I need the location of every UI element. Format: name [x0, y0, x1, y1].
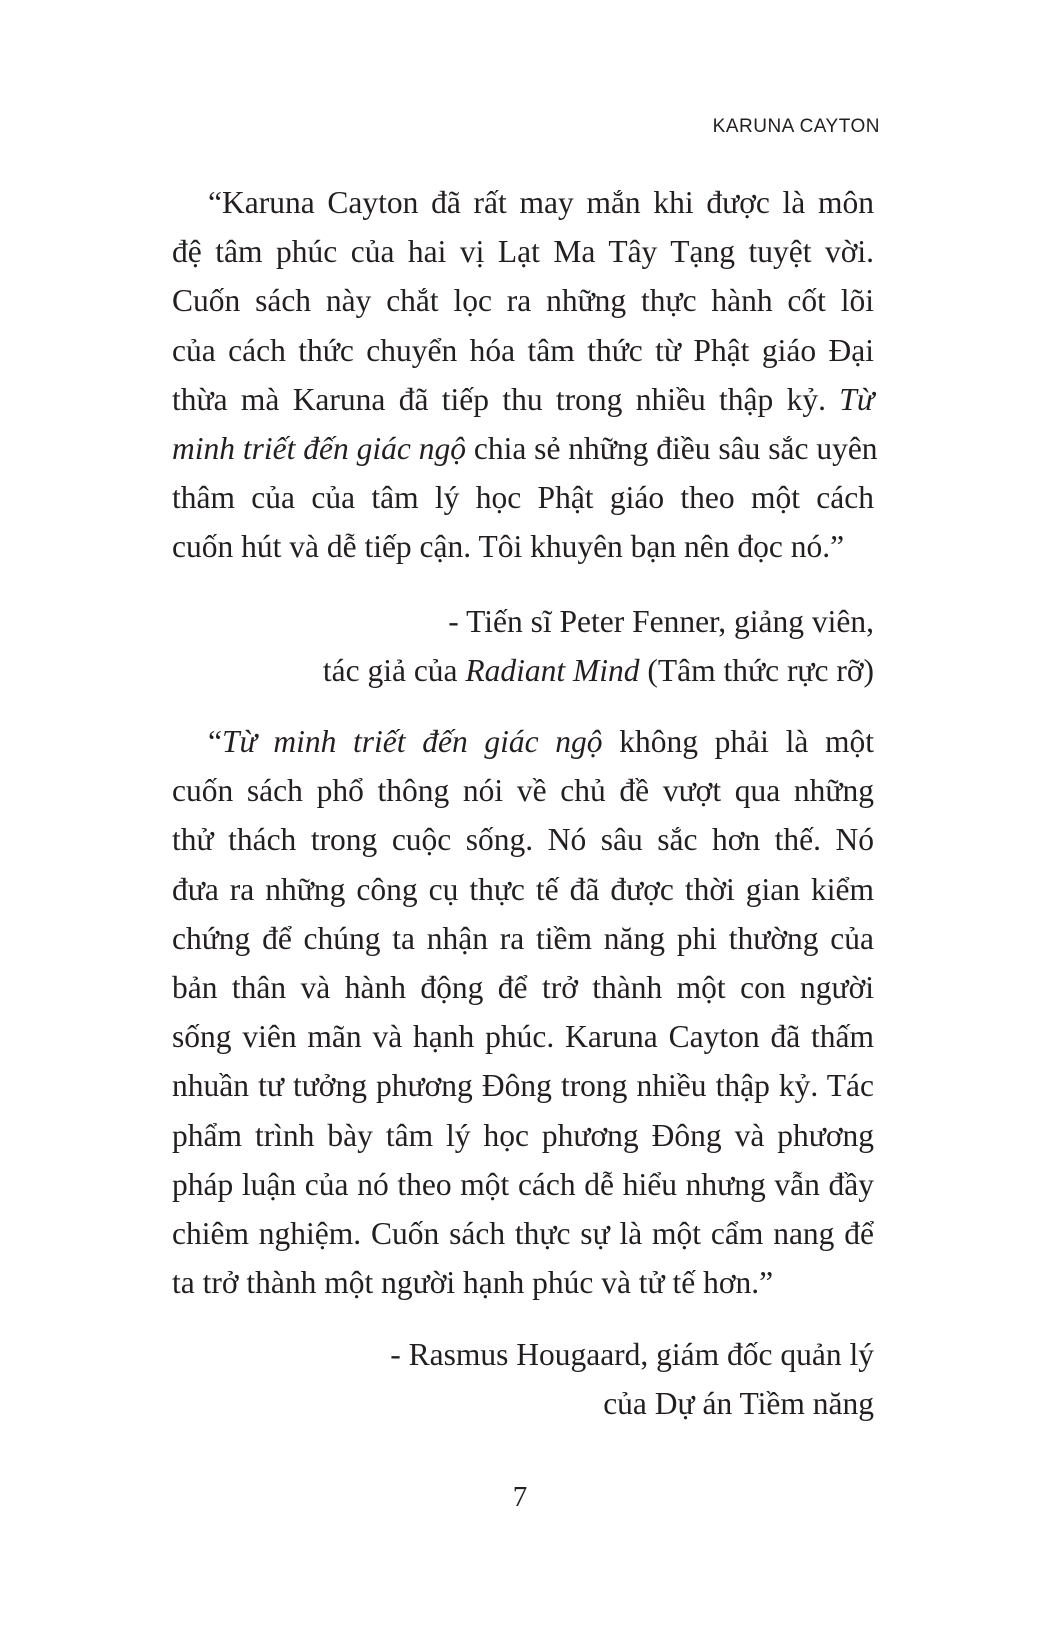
quote2-open-mark: “: [208, 724, 222, 759]
quote2-line-9: phẩm trình bày tâm lý học phương Đông và phương: [172, 1117, 874, 1153]
quote1-line-3: Cuốn sách này chắt lọc ra những thực hành cốt lõi: [172, 283, 874, 319]
attribution-1: [172, 597, 874, 695]
quote2-line-10: pháp luận của nó theo một cách dễ hiểu nhưng vẫn đầy: [172, 1166, 874, 1202]
quote1-line-4: của cách thức chuyển hóa tâm thức từ Phật giáo Đại: [172, 332, 874, 368]
attribution1-book-title: Radiant Mind: [465, 653, 640, 689]
attribution1-prefix: tác giả của: [322, 653, 458, 689]
quote1-line-8: cuốn hút và dễ tiếp cận. Tôi khuyên bạn nên đọc nó.”: [172, 529, 845, 565]
testimonial-quote-1: [172, 178, 878, 572]
quote2-line-6: bản thân và hành động để trở thành một con người: [172, 970, 874, 1006]
quote2-line-1: [172, 717, 874, 766]
attribution1-suffix: (Tâm thức rực rỡ): [647, 653, 874, 689]
attribution1-line-1: - Tiến sĩ Peter Fenner, giảng viên,: [448, 604, 874, 639]
quote1-line-7: thâm của của tâm lý học Phật giáo theo một cách: [172, 480, 874, 516]
quote2-line-7: sống viên mãn và hạnh phúc. Karuna Cayton đã thấm: [172, 1019, 874, 1055]
quote2-line-1-rest: không phải là một: [619, 724, 874, 759]
page-number: 7: [512, 1481, 528, 1513]
quote2-book-title: Từ minh triết đến giác ngộ: [221, 724, 603, 759]
quote2-line-2: cuốn sách phổ thông nói về chủ đề vượt qua những: [172, 773, 874, 809]
book-title-italic-start: Từ: [839, 381, 874, 417]
quote2-line-8: nhuần tư tưởng phương Đông trong nhiều thập kỷ. Tác: [172, 1068, 874, 1104]
quote2-line-5: chứng để chúng ta nhận ra tiềm năng phi thường của: [172, 920, 874, 956]
quote1-line-5: [172, 375, 874, 424]
attribution-2: [172, 1330, 874, 1428]
attribution2-line-2: của Dự án Tiềm năng: [603, 1386, 874, 1422]
quote1-line-1: “Karuna Cayton đã rất may mắn khi được là môn: [208, 185, 874, 220]
quote2-line-12: ta trở thành một người hạnh phúc và tử tế hơn.”: [172, 1265, 774, 1301]
quote1-line-2: đệ tâm phúc của hai vị Lạt Ma Tây Tạng tuyệt vời.: [172, 234, 874, 270]
quote1-line-6: [172, 424, 878, 473]
quote2-line-3: thử thách trong cuộc sống. Nó sâu sắc hơn thế. Nó: [172, 822, 874, 858]
quote1-line-5-text: thừa mà Karuna đã tiếp thu trong nhiều thập kỷ.: [172, 381, 826, 417]
testimonial-quote-2: [172, 717, 874, 1307]
book-title-italic: minh triết đến giác ngộ: [172, 431, 466, 467]
quote1-line-6-rest: chia sẻ những điều sâu sắc uyên: [473, 431, 878, 467]
quote2-line-4: đưa ra những công cụ thực tế đã được thời gian kiểm: [172, 871, 874, 907]
quote2-line-11: chiêm nghiệm. Cuốn sách thực sự là một cẩm nang để: [172, 1216, 874, 1252]
attribution1-line-2: [172, 646, 874, 695]
running-header: KARUNA CAYTON: [712, 116, 880, 137]
attribution2-line-1: - Rasmus Hougaard, giám đốc quản lý: [390, 1337, 874, 1372]
